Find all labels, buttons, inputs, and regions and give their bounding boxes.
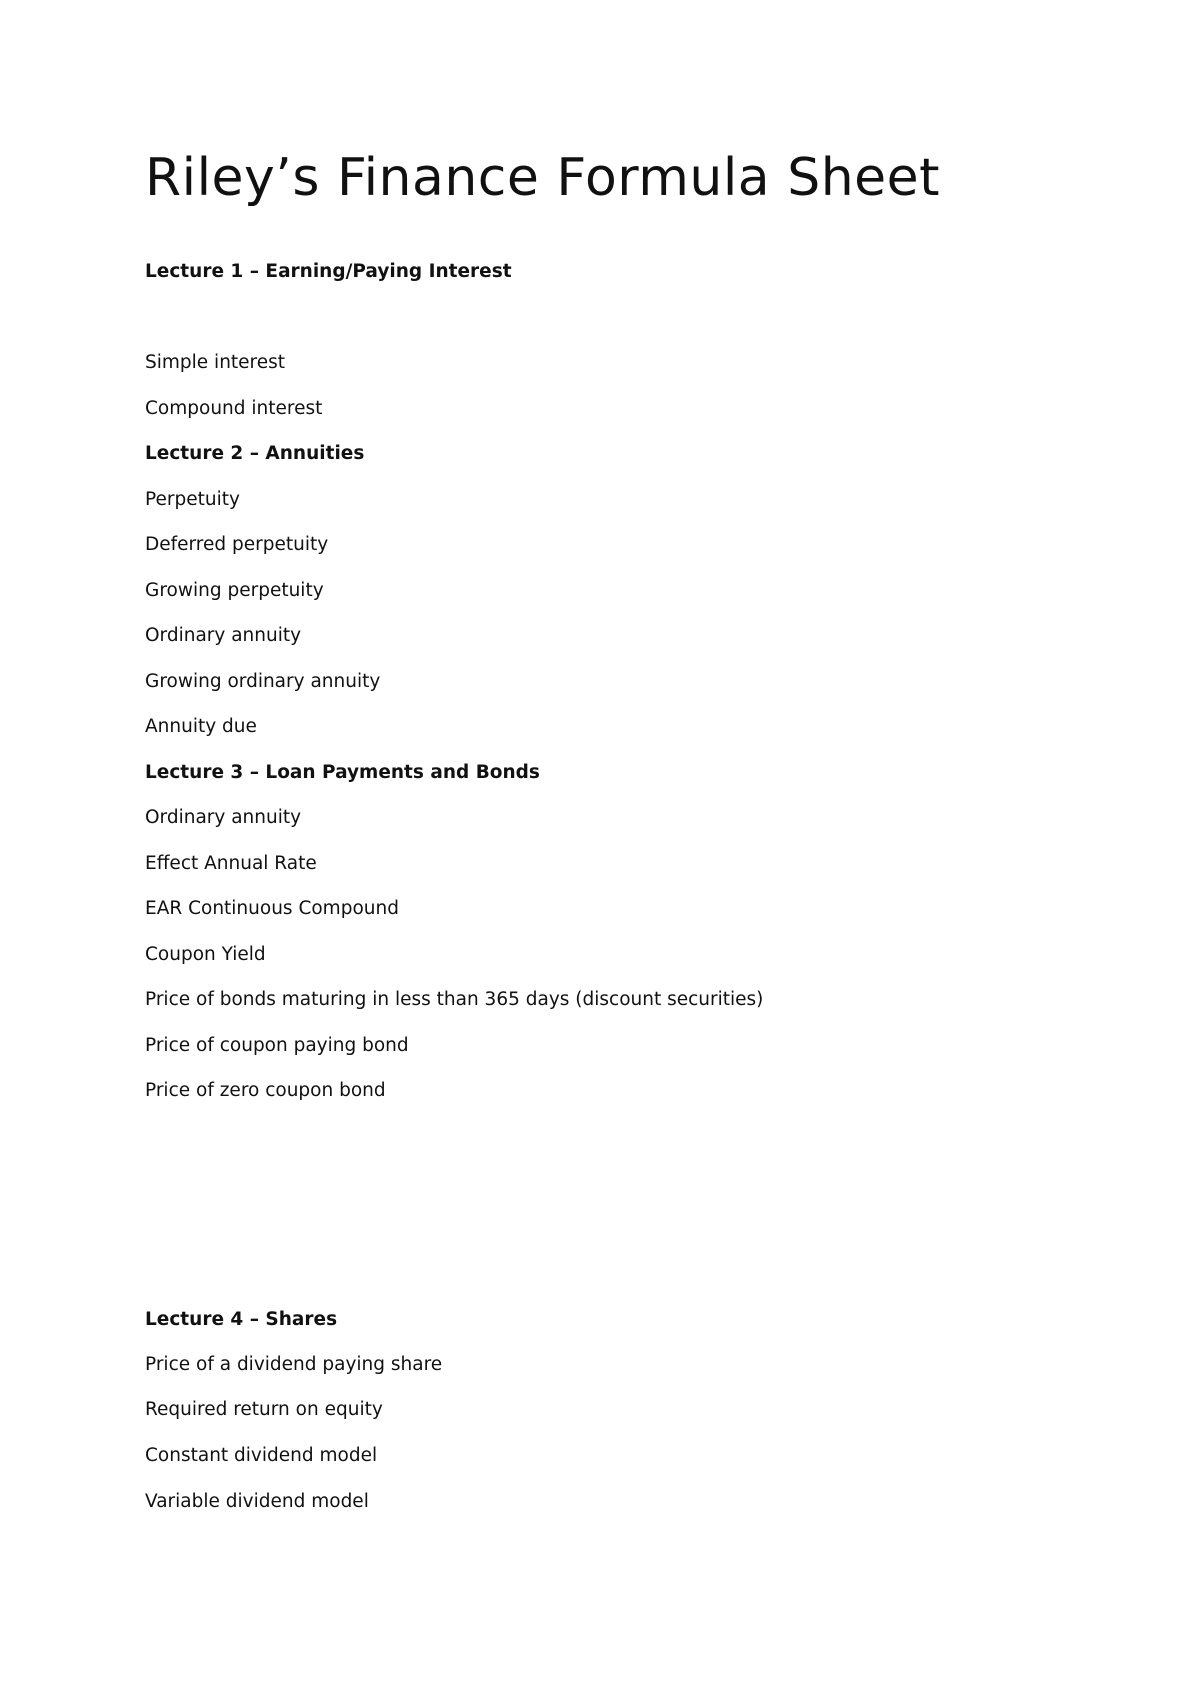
list-item: Price of coupon paying bond [145, 1035, 409, 1056]
list-item: Growing ordinary annuity [145, 671, 381, 692]
list-item: Perpetuity [145, 489, 240, 510]
list-item: Deferred perpetuity [145, 534, 329, 555]
list-item: Required return on equity [145, 1399, 383, 1420]
list-item: Coupon Yield [145, 944, 266, 965]
list-item: Compound interest [145, 398, 323, 419]
list-item: Annuity due [145, 716, 257, 737]
list-item: Growing perpetuity [145, 580, 324, 601]
list-item: Effect Annual Rate [145, 853, 317, 874]
page-title: Riley’s Finance Formula Sheet [145, 148, 941, 208]
list-item: Price of bonds maturing in less than 365 days (discount securities) [145, 989, 764, 1010]
section-heading-lecture-3: Lecture 3 – Loan Payments and Bonds [145, 762, 540, 783]
section-heading-lecture-4: Lecture 4 – Shares [145, 1309, 338, 1330]
list-item: Variable dividend model [145, 1491, 369, 1512]
list-item: EAR Continuous Compound [145, 898, 399, 919]
list-item: Simple interest [145, 352, 286, 373]
list-item: Price of a dividend paying share [145, 1354, 443, 1375]
section-heading-lecture-2: Lecture 2 – Annuities [145, 443, 365, 464]
list-item: Ordinary annuity [145, 807, 302, 828]
section-heading-lecture-1: Lecture 1 – Earning/Paying Interest [145, 261, 512, 282]
list-item: Price of zero coupon bond [145, 1080, 386, 1101]
list-item: Constant dividend model [145, 1445, 378, 1466]
list-item: Ordinary annuity [145, 625, 302, 646]
